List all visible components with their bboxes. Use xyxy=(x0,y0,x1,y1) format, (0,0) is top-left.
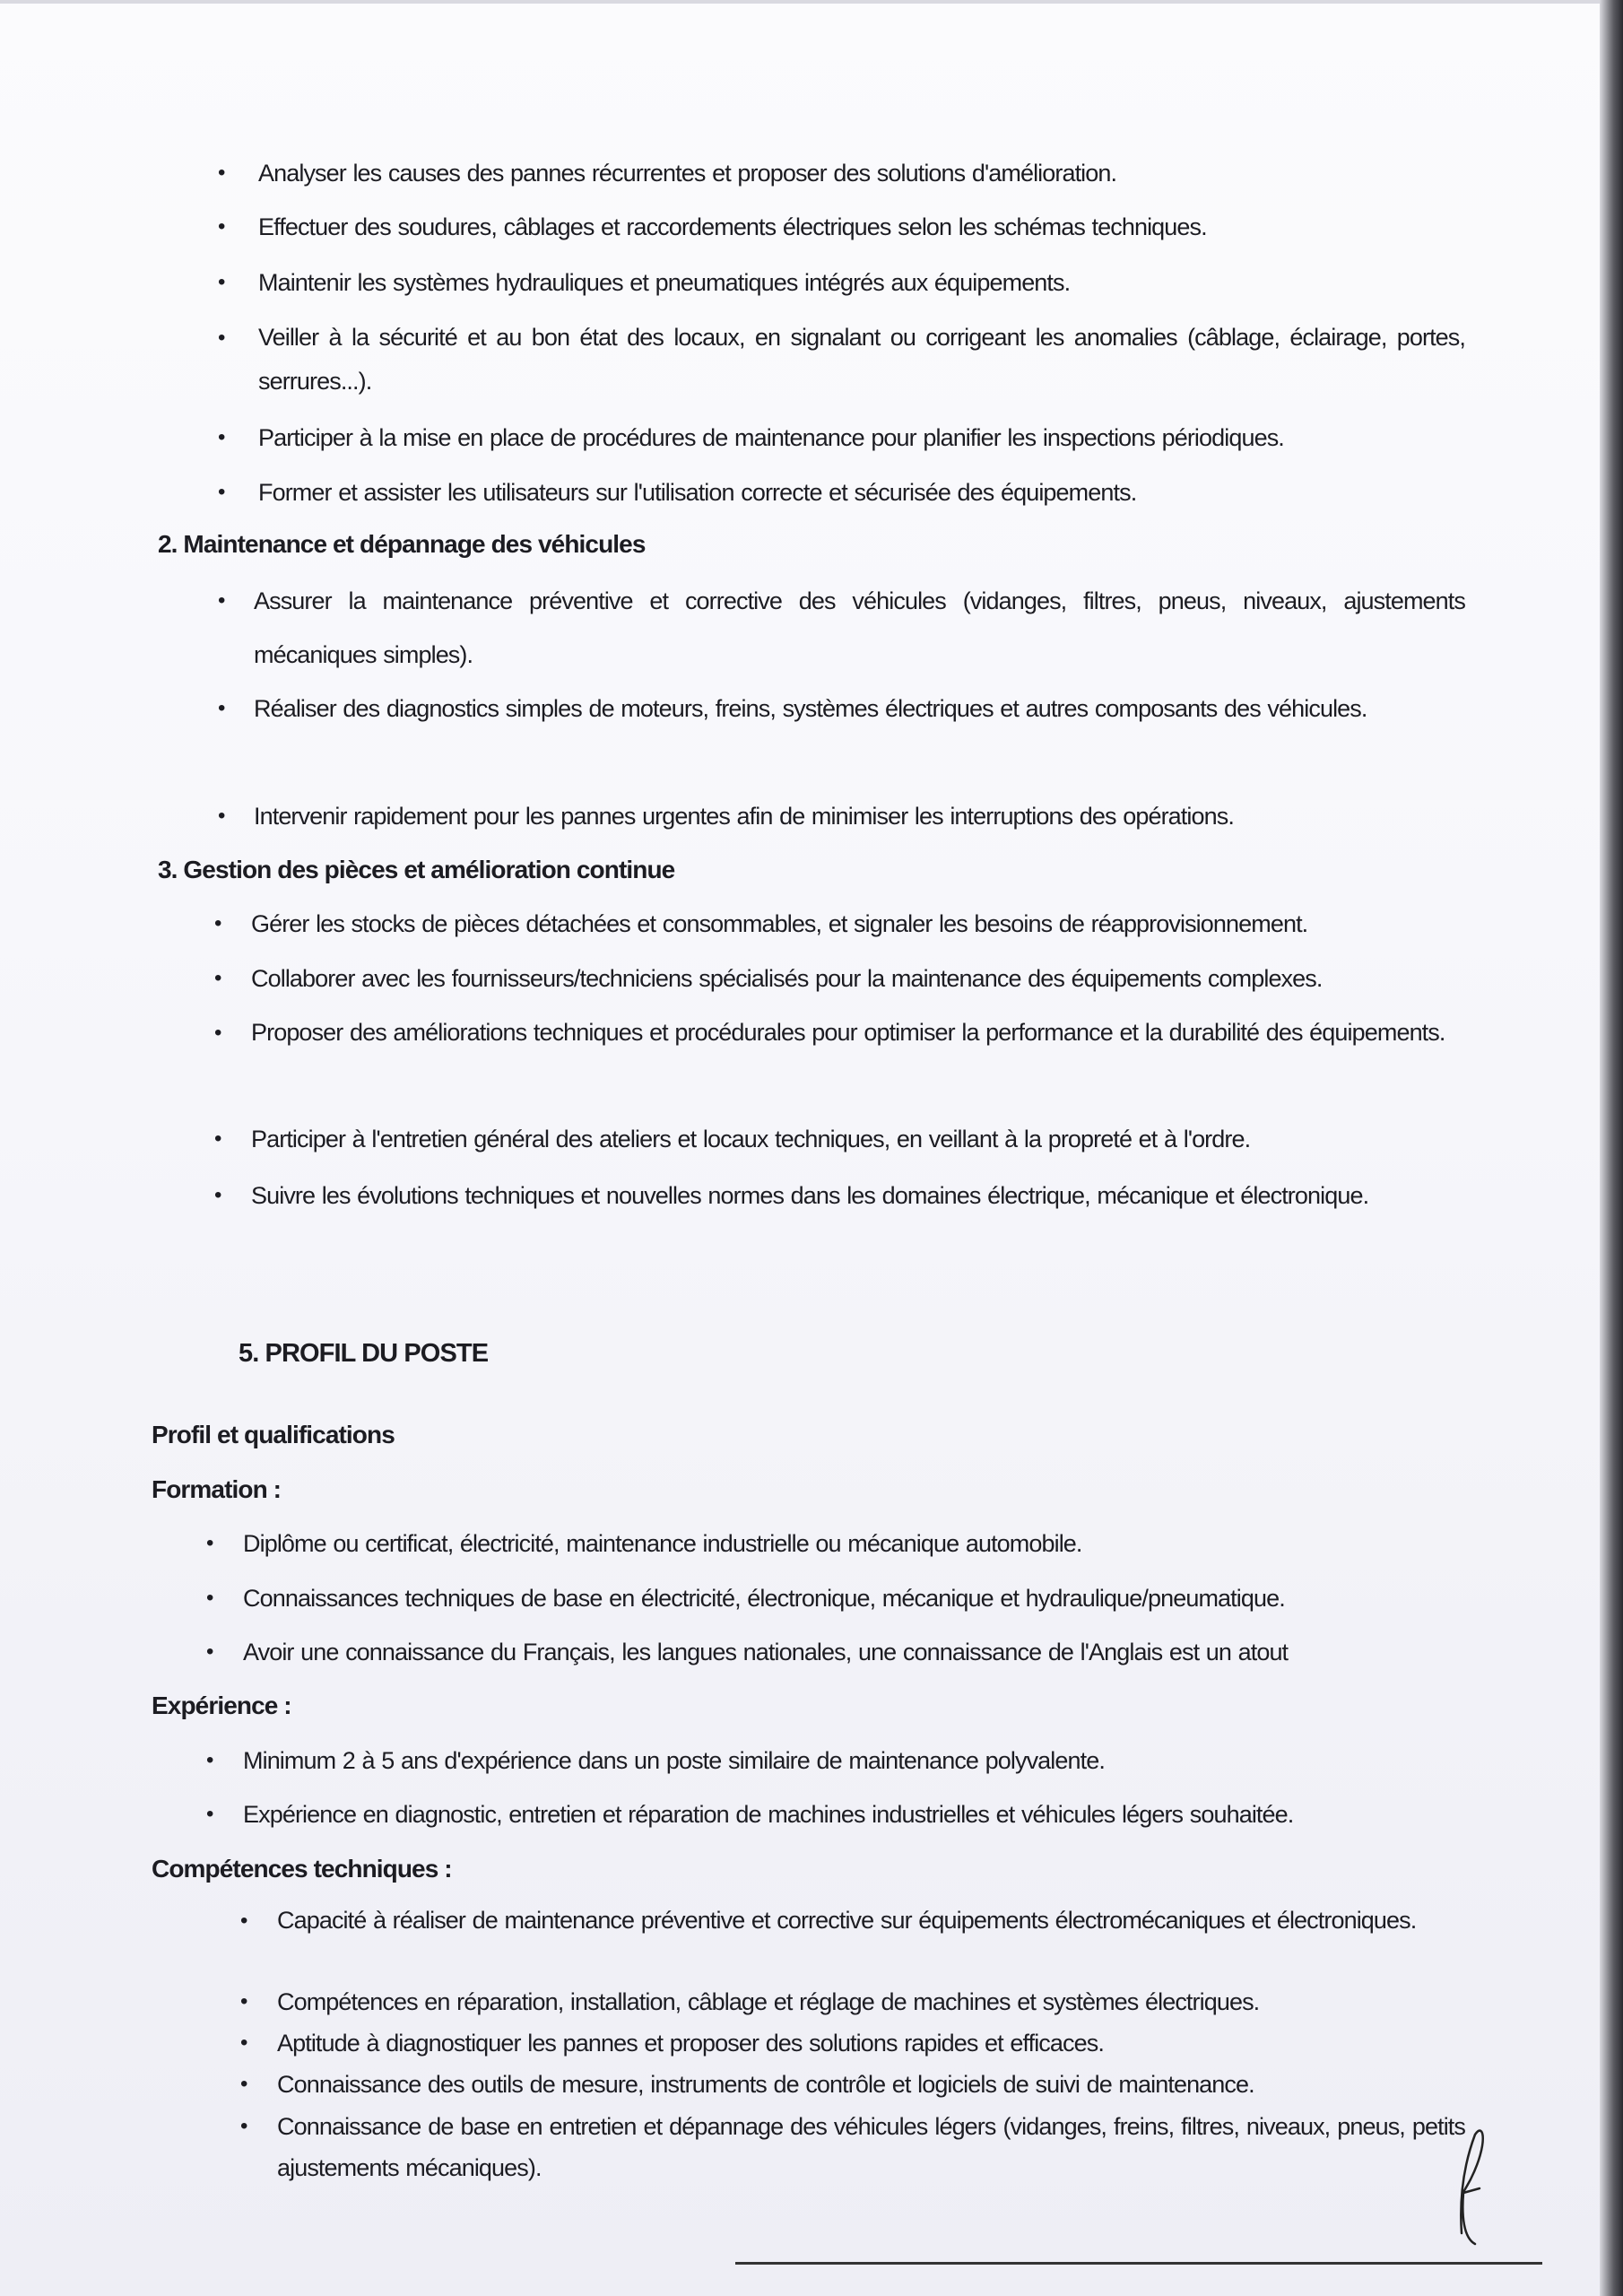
bullet-icon: • xyxy=(240,1909,247,1933)
list-item: • Avoir une connaissance du Français, les langues nationales, une connaissance de l'Anglais est un atout xyxy=(206,1634,1465,1670)
formation-label: Formation : xyxy=(152,1475,282,1503)
list-item: • Collaborer avec les fournisseurs/techniciens spécialisés pour la maintenance des équipements complexes. xyxy=(214,961,1465,996)
list-item: • Connaissance des outils de mesure, instruments de contrôle et logiciels de suivi de maintenance. xyxy=(240,2066,1465,2102)
bullet-icon: • xyxy=(218,270,225,294)
bullet-icon: • xyxy=(206,1639,213,1664)
footer-rule xyxy=(735,2262,1542,2265)
list-item: • Réaliser des diagnostics simples de moteurs, freins, systèmes électriques et autres composants des véhicules. xyxy=(218,682,1465,735)
list-item: • Compétences en réparation, installation, câblage et réglage de machines et systèmes électriques. xyxy=(240,1984,1465,2020)
bullet-icon: • xyxy=(218,804,225,828)
section-2-heading: 2. Maintenance et dépannage des véhicules xyxy=(158,530,646,558)
list-item: • Participer à l'entretien général des ateliers et locaux techniques, en veillant à la propreté et à l'ordre. xyxy=(214,1121,1465,1157)
list-item: • Effectuer des soudures, câblages et raccordements électriques selon les schémas techniques. xyxy=(218,209,1465,245)
list-item: • Analyser les causes des pannes récurrentes et proposer des solutions d'amélioration. xyxy=(218,155,1465,191)
list-item: • Connaissance de base en entretien et dépannage des véhicules légers (vidanges, freins, filtres, niveaux, pneus, petits ajustements mécaniques). xyxy=(240,2106,1465,2188)
list-item: • Minimum 2 à 5 ans d'expérience dans un poste similaire de maintenance polyvalente. xyxy=(206,1743,1465,1779)
list-item: • Maintenir les systèmes hydrauliques et pneumatiques intégrés aux équipements. xyxy=(218,265,1465,300)
bullet-icon: • xyxy=(214,911,221,935)
bullet-icon: • xyxy=(214,1126,221,1151)
list-item: • Expérience en diagnostic, entretien et réparation de machines industrielles et véhicules légers souhaitée. xyxy=(206,1796,1465,1832)
bullet-icon: • xyxy=(214,966,221,990)
bullet-icon: • xyxy=(206,1748,213,1772)
handwritten-initials xyxy=(1444,2126,1497,2251)
bullet-icon: • xyxy=(240,2031,247,2055)
list-item: • Assurer la maintenance préventive et corrective des véhicules (vidanges, filtres, pneus, niveaux, ajustements mécaniques simples). xyxy=(218,574,1465,682)
list-item: • Proposer des améliorations techniques et procédurales pour optimiser la performance et la durabilité des équipements. xyxy=(214,1005,1465,1060)
list-item: • Aptitude à diagnostiquer les pannes et proposer des solutions rapides et efficaces. xyxy=(240,2025,1465,2061)
bullet-icon: • xyxy=(218,161,225,185)
list-item: • Veiller à la sécurité et au bon état des locaux, en signalant ou corrigeant les anomalies (câblage, éclairage, portes, serrures...). xyxy=(218,316,1465,404)
bullet-icon: • xyxy=(214,1183,221,1207)
list-item: • Gérer les stocks de pièces détachées et consommables, et signaler les besoins de réapprovisionnement. xyxy=(214,906,1465,942)
profile-subtitle: Profil et qualifications xyxy=(152,1421,395,1448)
scan-top-edge xyxy=(0,0,1600,4)
bullet-icon: • xyxy=(240,1989,247,2013)
list-item: • Intervenir rapidement pour les pannes urgentes afin de minimiser les interruptions des opérations. xyxy=(218,798,1465,834)
bullet-icon: • xyxy=(240,2114,247,2138)
experience-label: Expérience : xyxy=(152,1692,291,1719)
bullet-icon: • xyxy=(218,480,225,504)
list-item: • Diplôme ou certificat, électricité, maintenance industrielle ou mécanique automobile. xyxy=(206,1526,1465,1561)
section-3-heading: 3. Gestion des pièces et amélioration continue xyxy=(158,856,675,883)
list-item: • Capacité à réaliser de maintenance préventive et corrective sur équipements électromécaniques et électroniques. xyxy=(240,1900,1465,1942)
bullet-icon: • xyxy=(206,1586,213,1610)
bullet-icon: • xyxy=(218,696,225,720)
list-item: • Suivre les évolutions techniques et nouvelles normes dans les domaines électrique, mécanique et électronique. xyxy=(214,1169,1465,1222)
section-5-heading: 5. PROFIL DU POSTE xyxy=(239,1339,489,1368)
list-item: • Connaissances techniques de base en électricité, électronique, mécanique et hydraulique/pneumatique. xyxy=(206,1580,1465,1616)
bullet-icon: • xyxy=(218,425,225,449)
scan-right-edge xyxy=(1600,0,1623,2296)
bullet-icon: • xyxy=(214,1021,221,1045)
bullet-icon: • xyxy=(240,2072,247,2096)
bullet-icon: • xyxy=(218,326,225,350)
bullet-icon: • xyxy=(218,214,225,239)
list-item: • Former et assister les utilisateurs sur l'utilisation correcte et sécurisée des équipements. xyxy=(218,474,1465,510)
competences-label: Compétences techniques : xyxy=(152,1855,452,1883)
bullet-icon: • xyxy=(218,588,225,613)
list-item: • Participer à la mise en place de procédures de maintenance pour planifier les inspections périodiques. xyxy=(218,420,1465,456)
bullet-icon: • xyxy=(206,1531,213,1555)
bullet-icon: • xyxy=(206,1802,213,1826)
